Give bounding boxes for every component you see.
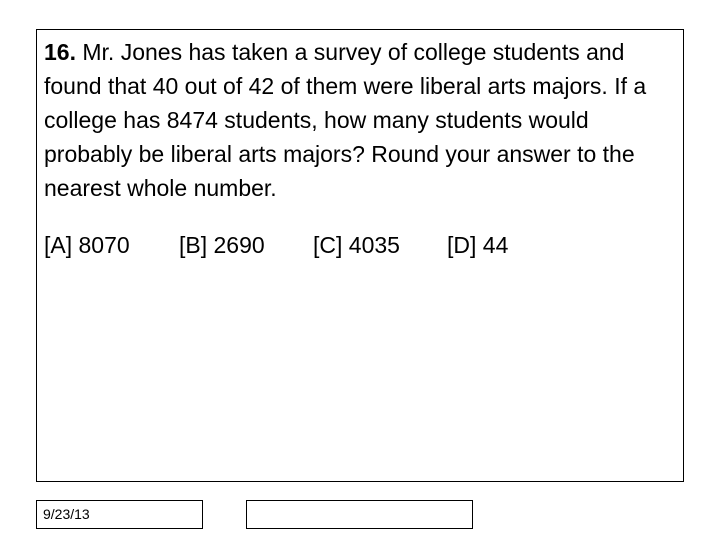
date-field: 9/23/13 xyxy=(36,500,203,529)
choice-a: [A] 8070 xyxy=(44,232,130,258)
question-body: Mr. Jones has taken a survey of college students and found that 40 out of 42 of them were liberal arts majors. If a college has 8474 students, how many students would probably be liberal arts majors? Round your answer to the nearest whole number. xyxy=(44,39,647,201)
blank-footer-box xyxy=(246,500,473,529)
choice-c: [C] 4035 xyxy=(313,232,400,258)
answer-choices xyxy=(44,228,680,262)
choice-d: [D] 44 xyxy=(447,232,509,258)
question-text xyxy=(44,35,680,205)
question-number: 16. xyxy=(44,39,76,65)
choice-b: [B] 2690 xyxy=(179,232,265,258)
question-card xyxy=(36,29,684,482)
